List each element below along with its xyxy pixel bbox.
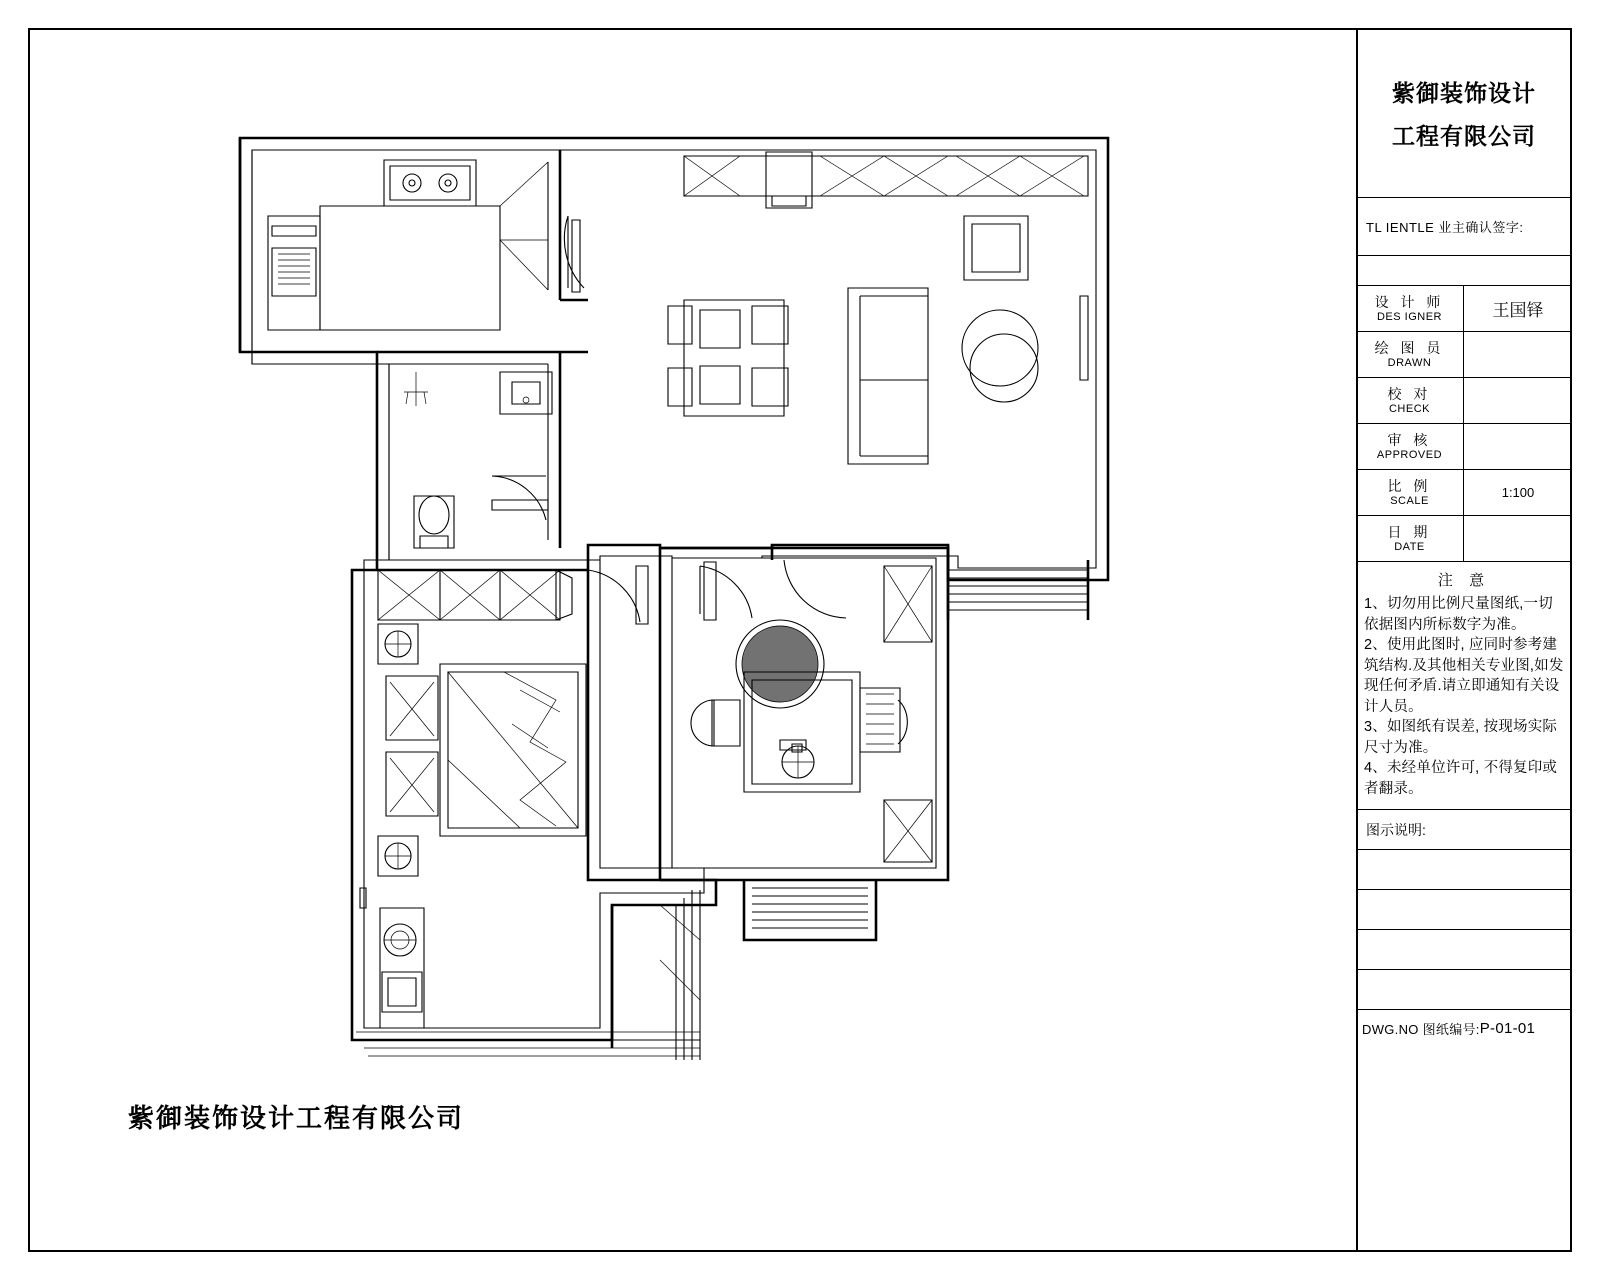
owner-signature-field[interactable]	[1356, 256, 1572, 286]
legend-label: 图示说明:	[1356, 810, 1572, 850]
note-item-2: 2、使用此图时, 应同时参考建筑结构.及其他相关专业图,如发现任何矛盾.请立即通知有关设计人员。	[1364, 637, 1564, 715]
field-date-value[interactable]	[1464, 516, 1572, 561]
field-check-label: 校 对 CHECK	[1356, 378, 1464, 423]
legend-row-2[interactable]	[1356, 890, 1572, 930]
field-approved	[1356, 424, 1572, 470]
field-check	[1356, 378, 1572, 424]
legend-row-3[interactable]	[1356, 930, 1572, 970]
field-designer-value[interactable]: 王国铎	[1492, 301, 1544, 320]
field-scale-value[interactable]: 1:100	[1501, 485, 1535, 500]
footer-company-name: 紫御装饰设计工程有限公司	[128, 1103, 465, 1133]
legend-row-1[interactable]	[1356, 850, 1572, 890]
field-check-value[interactable]	[1464, 378, 1572, 423]
notes-title: 注 意	[1437, 572, 1491, 589]
title-block	[1356, 28, 1572, 1046]
field-date-label: 日 期 DATE	[1356, 516, 1464, 561]
company-line-2: 工程有限公司	[1392, 122, 1536, 149]
field-approved-label: 审 核 APPROVED	[1356, 424, 1464, 469]
company-line-1: 紫御装饰设计	[1392, 79, 1536, 106]
field-designer	[1356, 286, 1572, 332]
drawing-number-label: DWG.NO 图纸编号:	[1362, 1021, 1480, 1037]
note-item-4: 4、未经单位许可, 不得复印或者翻录。	[1364, 760, 1558, 797]
legend-row-4[interactable]	[1356, 970, 1572, 1010]
field-drawn-label: 绘 图 员 DRAWN	[1356, 332, 1464, 377]
note-item-3: 3、如图纸有误差, 按现场实际尺寸为准。	[1364, 719, 1558, 756]
field-drawn-value[interactable]	[1464, 332, 1572, 377]
field-approved-value[interactable]	[1464, 424, 1572, 469]
field-drawn	[1356, 332, 1572, 378]
field-designer-label: 设 计 师 DES IGNER	[1356, 286, 1464, 331]
field-date	[1356, 516, 1572, 562]
notes-block	[1356, 562, 1572, 810]
note-item-1: 1、切勿用比例尺量图纸,一切依据图内所标数字为准。	[1364, 596, 1553, 633]
owner-signature-label: TL IENTLE 业主确认签字:	[1356, 198, 1572, 256]
drawing-number-row	[1356, 1010, 1572, 1046]
field-scale	[1356, 470, 1572, 516]
drawing-number-value: P-01-01	[1479, 1019, 1536, 1037]
field-scale-label: 比 例 SCALE	[1356, 470, 1464, 515]
company-name-block	[1356, 28, 1572, 198]
